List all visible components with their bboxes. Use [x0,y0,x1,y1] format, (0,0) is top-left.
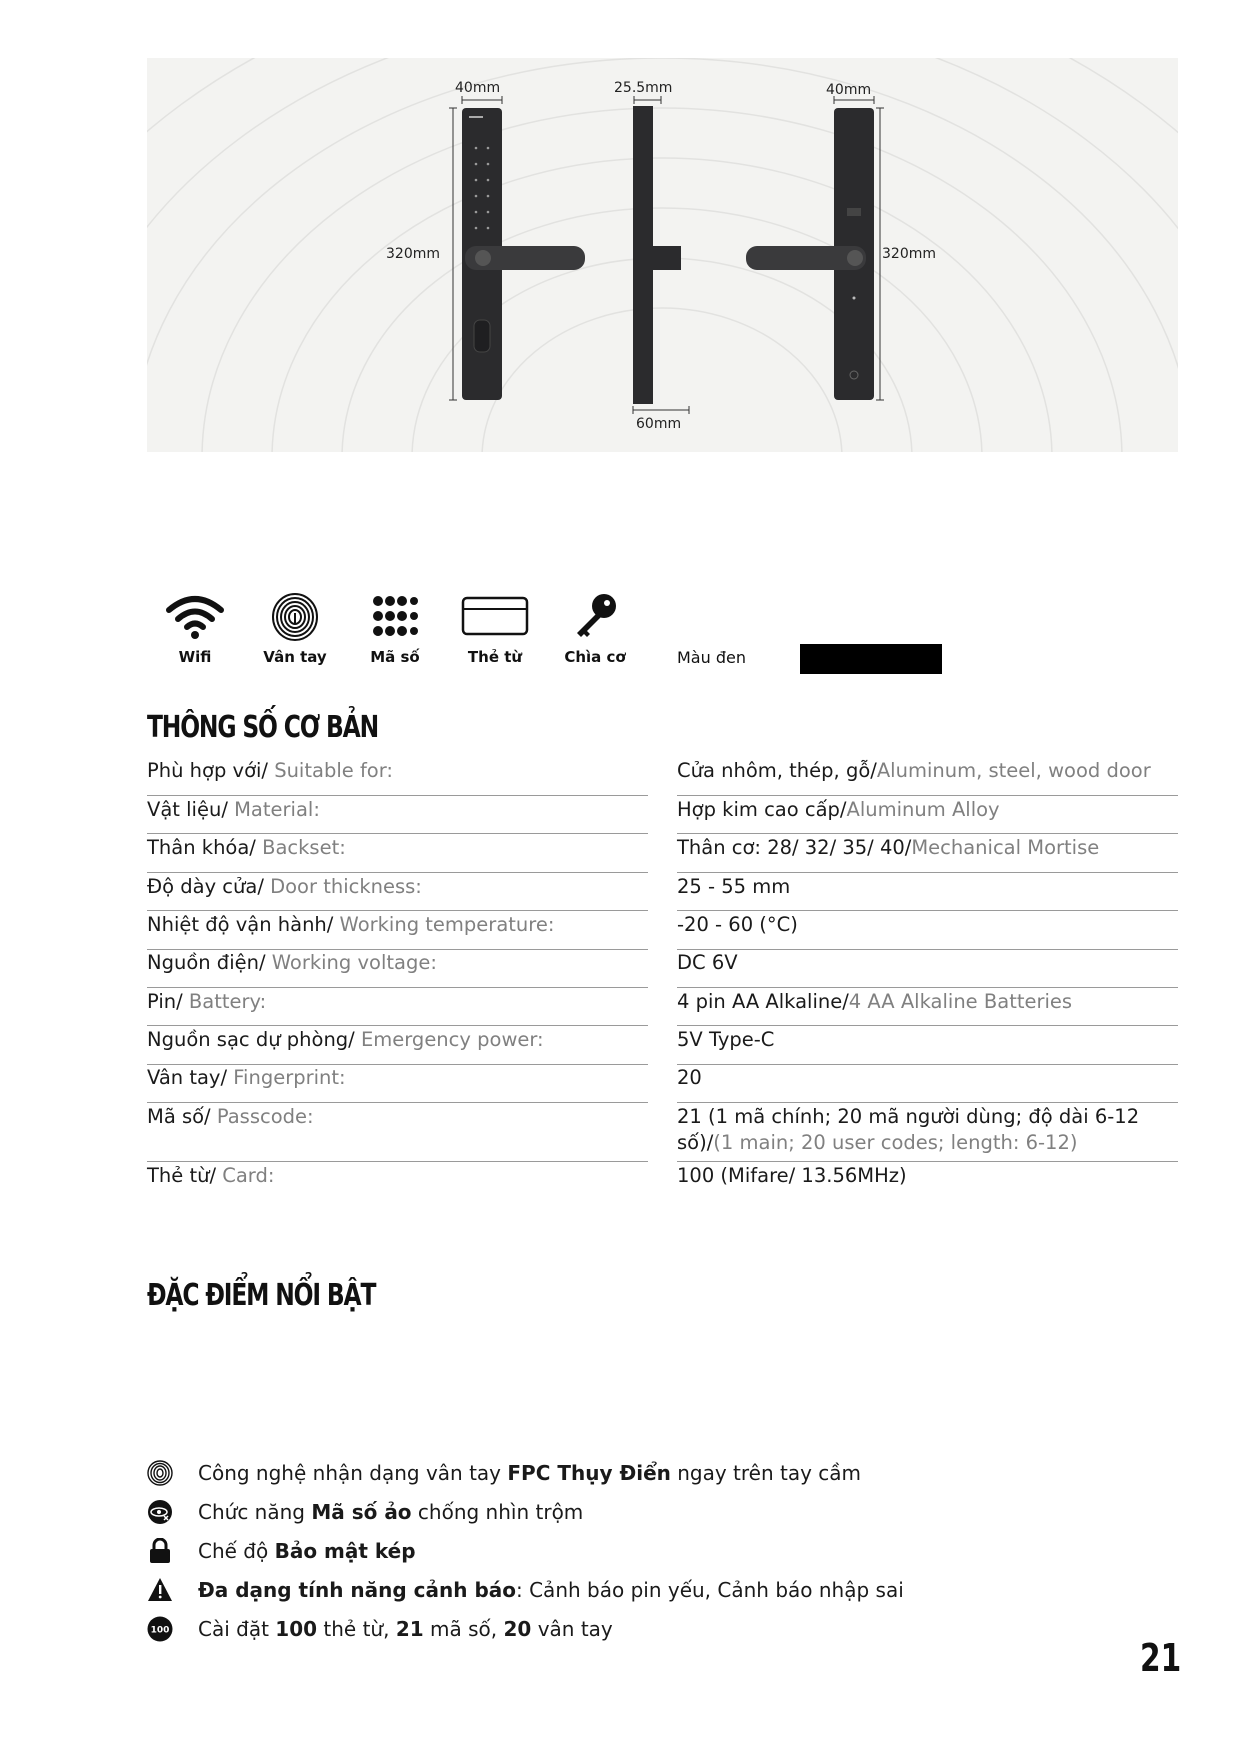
spec-label-vi: Thẻ từ/ [147,1164,217,1187]
spec-label [147,950,437,976]
product-dimension-image [147,58,1178,452]
spec-label-en: Passcode: [210,1105,314,1128]
feature-label: Wifi [178,648,212,666]
spec-divider [147,910,648,911]
spec-divider [147,1102,648,1103]
spec-value-en: Aluminum Alloy [846,798,1000,821]
card-icon [461,596,529,636]
feature-keypad [350,590,440,666]
spec-label-vi: Vân tay/ [147,1066,228,1089]
front-height-label: 320mm [386,246,440,262]
spec-value [677,912,1187,938]
highlight-item [147,1458,1147,1490]
spec-label-vi: Thân khóa/ [147,836,256,859]
back-height-label: 320mm [882,246,936,262]
highlight-text: Chế độ Bảo mật kép [198,1539,416,1563]
back-width-label: 40mm [826,82,872,98]
spec-divider [677,1102,1178,1103]
spec-label [147,758,393,784]
spec-label-en: Backset: [255,836,346,859]
spec-label-vi: Pin/ [147,990,183,1013]
highlight-item [147,1497,1147,1529]
padlock-icon [147,1538,173,1564]
spec-label [147,989,266,1015]
spec-divider [677,987,1178,988]
spec-value-vi: 20 [677,1066,702,1089]
highlight-item [147,1536,1147,1568]
spec-divider [147,872,648,873]
spec-label-en: Fingerprint: [227,1066,346,1089]
spec-value [677,989,1187,1015]
feature-fingerprint [250,590,340,666]
key-icon [571,592,619,640]
spec-divider [677,872,1178,873]
spec-value-en: 4 AA Alkaline Batteries [848,990,1073,1013]
spec-divider [677,1161,1178,1162]
spec-value-vi: 100 (Mifare/ 13.56MHz) [677,1164,907,1187]
spec-value-vi: DC 6V [677,951,738,974]
side-depth-label: 25.5mm [614,80,673,96]
spec-divider [677,910,1178,911]
anti-peep-icon [147,1499,173,1525]
color-option-label: Màu đen [677,648,746,667]
spec-divider [147,1161,648,1162]
fingerprint-icon [147,1460,173,1486]
spec-label-vi: Vật liệu/ [147,798,228,821]
specs-heading: THÔNG SỐ CƠ BẢN [147,710,379,745]
side-lock [633,106,681,404]
spec-value-vi-cont: số)/ [677,1131,714,1154]
spec-label-en: Working voltage: [265,951,437,974]
feature-wifi [150,590,240,666]
spec-label-vi: Độ dày cửa/ [147,875,264,898]
spec-value [677,758,1187,784]
spec-divider [147,1025,648,1026]
spec-value [677,874,1187,900]
front-lock [462,108,585,400]
spec-label-vi: Mã số/ [147,1105,211,1128]
spec-label-en: Card: [216,1164,275,1187]
spec-value-en: Mechanical Mortise [911,836,1100,859]
highlight-text: Đa dạng tính năng cảnh báo: Cảnh báo pin yếu, Cảnh báo nhập sai [198,1578,904,1602]
spec-label [147,835,346,861]
warning-icon [147,1577,173,1603]
spec-label-en: Working temperature: [333,913,555,936]
spec-label [147,797,320,823]
spec-value-vi: Thân cơ: 28/ 32/ 35/ 40/ [677,836,912,859]
spec-label-vi: Nhiệt độ vận hành/ [147,913,334,936]
spec-divider [677,795,1178,796]
spec-label [147,1065,346,1091]
highlight-text: Công nghệ nhận dạng vân tay FPC Thụy Điển ngay trên tay cầm [198,1461,862,1485]
spec-value-vi: -20 - 60 (°C) [677,913,798,936]
feature-label: Chìa cơ [564,648,626,666]
feature-key [550,590,640,666]
spec-label-vi: Nguồn điện/ [147,951,266,974]
spec-value [677,950,1187,976]
highlight-text: Cài đặt 100 thẻ từ, 21 mã số, 20 vân tay [198,1617,613,1641]
front-width-label: 40mm [455,80,501,96]
spec-value-vi: 4 pin AA Alkaline/ [677,990,849,1013]
spec-label-en: Battery: [182,990,267,1013]
hundred-badge-icon [147,1616,173,1642]
spec-label-en: Material: [227,798,320,821]
spec-label-vi: Phù hợp với/ [147,759,268,782]
feature-label: Mã số [370,648,420,666]
fingerprint-icon [270,591,320,641]
spec-divider [147,987,648,988]
spec-divider [147,833,648,834]
lock-drawing [147,58,1178,452]
spec-value [677,1163,1187,1189]
wifi-icon [165,592,225,640]
spec-label-en: Suitable for: [268,759,393,782]
spec-label [147,912,554,938]
highlight-item [147,1614,1147,1646]
spec-label [147,1104,314,1130]
keypad-icon [372,595,418,637]
spec-value [677,1104,1187,1156]
feature-card [450,590,540,666]
spec-divider [677,1025,1178,1026]
highlights-heading: ĐẶC ĐIỂM NỔI BẬT [147,1278,376,1313]
spec-value-vi: 21 (1 mã chính; 20 mã người dùng; độ dài 6-12 [677,1105,1140,1128]
spec-value-en: Aluminum, steel, wood door [876,759,1151,782]
highlight-text: Chức năng Mã số ảo chống nhìn trộm [198,1500,584,1524]
spec-value-vi: Hợp kim cao cấp/ [677,798,847,821]
spec-label [147,874,422,900]
back-lock [746,108,874,400]
color-swatch [800,644,942,674]
spec-value-vi: Cửa nhôm, thép, gỗ/ [677,759,877,782]
spec-label-vi: Nguồn sạc dự phòng/ [147,1028,355,1051]
feature-label: Vân tay [263,648,327,666]
spec-label [147,1027,544,1053]
spec-label-en: Door thickness: [263,875,422,898]
spec-value [677,797,1187,823]
spec-divider [677,833,1178,834]
spec-value-vi: 25 - 55 mm [677,875,791,898]
highlight-item [147,1575,1147,1607]
spec-value [677,835,1187,861]
spec-value [677,1027,1187,1053]
svg-text:100: 100 [150,1625,170,1636]
page-number: 21 [1140,1636,1182,1680]
spec-divider [147,795,648,796]
spec-label-en: Emergency power: [354,1028,544,1051]
spec-value-vi: 5V Type-C [677,1028,775,1051]
handle-length-label: 60mm [636,416,682,432]
spec-value-en: (1 main; 20 user codes; length: 6-12) [713,1131,1078,1154]
feature-label: Thẻ từ [467,648,523,666]
spec-label [147,1163,274,1189]
spec-value [677,1065,1187,1091]
